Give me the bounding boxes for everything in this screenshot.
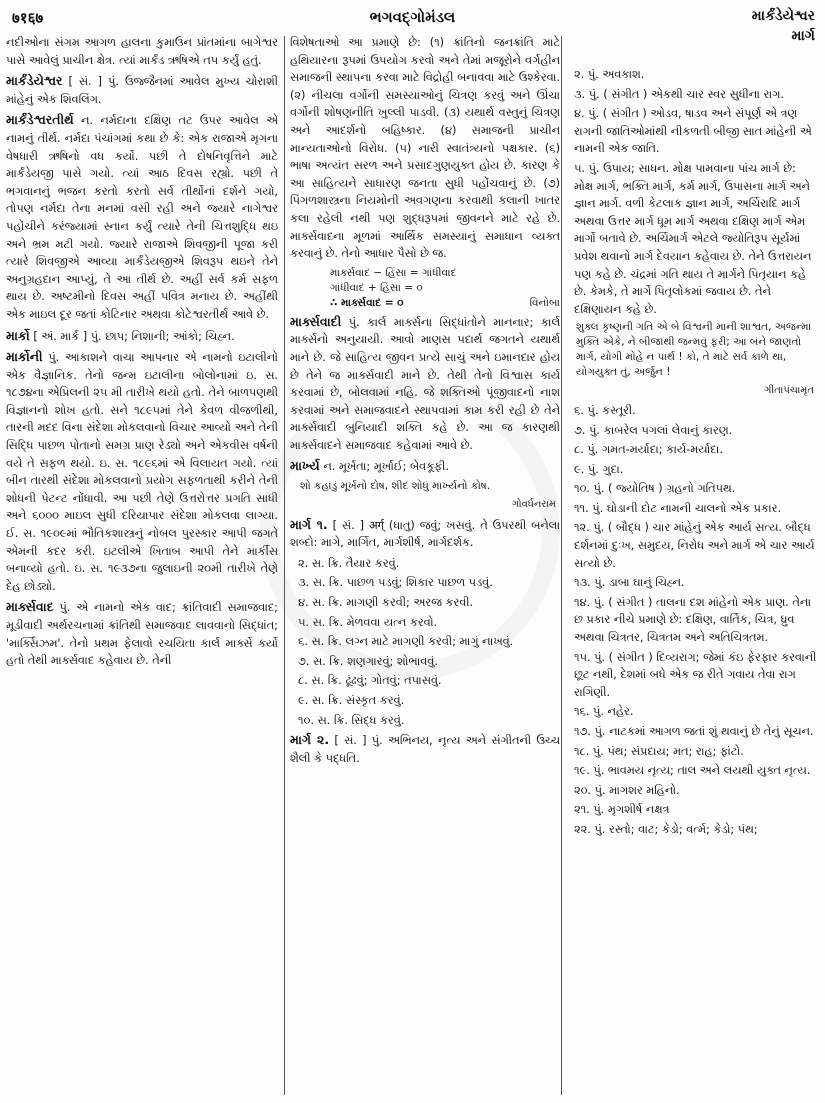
sense-item: ૬. સ. ક્રિ. લગ્ન માટે માગણી કરવી; માગું નાખવું. [298, 635, 514, 649]
dictionary-entry [6, 34, 278, 69]
dictionary-entry [6, 72, 278, 108]
sense-item: ૨. પું. અવકાશ. [574, 68, 645, 81]
column-1 [6, 34, 278, 673]
quote-citation: વિનોબા [529, 296, 560, 309]
column-3 [566, 66, 818, 841]
column-divider [284, 36, 285, 1095]
guide-words [752, 6, 815, 46]
sense-item: ૧૯. પું. ભાવમય નૃત્ય; તાલ અને લયથી યુક્ત નૃત્ય. [574, 764, 811, 778]
sense-item: ૬. પું. કસ્તૂરી. [574, 403, 636, 417]
entry-headword: માર્કંડેશ્વરતીર્થ [6, 112, 74, 128]
sense-item: ૭. પું. કાબરેલ પગલાં લેવાનું કારણ. [574, 423, 733, 437]
dictionary-entry [6, 111, 278, 323]
dictionary-entry [290, 457, 560, 476]
formula-line: ∴ માર્ક્સવાદ = ૦ વિનોબા [330, 296, 560, 309]
dictionary-entry [290, 731, 560, 767]
dictionary-entry [6, 348, 278, 595]
entry-text: [ સં. ] પું. ઉજ્જૈનમાં આવેલ મુખ્ય ચોરાશી માંહેનું એક શિવલિંગ. [6, 75, 278, 106]
dictionary-entry [290, 516, 560, 552]
entry-text: પું. આકાશને વાચા આપનાર એ નામનો ઇટાલીનો એક વૈજ્ઞાનિક. તેનો જન્મ ઇટાલીના બોલોનામાં ઇ. સ. ૧૮૭૪ના એપ્રિલની ૨૫ મી તારીખે થયો હતો. તેને બાળપણથી વિજ્ઞાનનો શોખ હતો. સને ૧૮૯૫માં તેને કેવળ વીજળીથી, તારની મદદ વિના સંદેશા મોકલવાનો વિચાર આવ્યો અને તેની સિદ્ધિ પાછળ પોતાનો સમગ્ર પ્રાણ રેડ્યો અને એકવીસ વર્ષની વયે તે સફળ થયો. ઇ. સ. ૧૮૯૬માં એ વિલાયત ગયો. ત્યાં બીન તારથી સંદેશા મોકલવાનો પ્રયોગ સફળતાથી કરીને તેની શોધની પેટન્ટ નોંધાવી. આ પછી તેણે ઉત્તરોત્તર પ્રગતિ સાધી અને ૬૦૦૦ માઇલ સુધી દરિયાપાર સંદેશા મોકલવા લાગ્યા. ઈ. સ. ૧૯૦૯માં ભૌતિકશાસ્ત્રનું નોબલ પુરસ્કાર આપી જગતે એમની કદર કરી. ઇટલીએ ખિતાબ આપી તેને માર્કીસ બનાવ્યો હતો. ઇ. સ. ૧૯૩૭ના જુલાઇની ૨૦મી તારીખે તેણે દેહ છોડ્યો. [6, 351, 279, 593]
sense-item: ૧૫. પું. ( સંગીત ) દિવ્યરાગ; જેમાં કંઇ ફેરફાર કરવાની છૂટ નથી, દેશમાં બધે એક જ રીતે ગવાય તેવા રાગ રાગિણી. [574, 650, 817, 699]
entry-headword: માર્કંડેયેશ્વર [6, 73, 63, 89]
entry-headword: માર્ગ ૨. [290, 732, 330, 748]
entry-headword: માર્ખ્ય [290, 458, 320, 474]
entry-headword: માર્ક્સવાદ [6, 599, 54, 615]
formula-line: માર્ક્સવાદ − હિંસા = ગાંધીવાદ [330, 266, 457, 279]
sense-item: ૧૨. પું. ( બૌદ્ધ ) ચાર માંહેનું એક આર્ય સત્ય. બૌદ્ધ દર્શનમાં દુઃખ, સમુદય, નિરોધ અને માર્ગ એ ચાર આર્ય સત્યો છે. [574, 521, 815, 570]
column-2 [290, 34, 560, 770]
entry-headword: માર્કોની [6, 349, 43, 365]
page-number: ७१६७ [12, 9, 44, 27]
sense-item: ૧૧. પું. ઘોડાની દોટ નામની ચાલનો એક પ્રકાર. [574, 501, 782, 515]
entry-text: [ સં. ] પું. અભિનય, નૃત્ય અને સંગીતની ઉચ્ચ શૈલી કે પદ્ધતિ. [290, 734, 560, 765]
sense-item: ૫. પું. ઉપાય; સાધન. મોક્ષ પામવાના પાંચ માર્ગ છે: મોક્ષ માર્ગ, ભક્તિ માર્ગ, કર્મ માર્ગ, ઉપાસના માર્ગ અને જ્ઞાન માર્ગ. વળી કેટલાક જ્ઞાન માર્ગ, અર્ચિરાદિ માર્ગ અથવા ઉત્તર માર્ગ ધૂમ માર્ગ અથવા દક્ષિણ માર્ગ એમ માર્ગો બતાવે છે. અર્ચિમાર્ગ એટલે જ્યોતિરૂપ સૂર્યમાં પ્રવેશ થવાનો માર્ગ દેવયાન કહેવાય છે. તેને ઉત્તરાયન પણ કહે છે. ચંદ્રમાં ગતિ થાય તે માર્ગને પિતૃયાન કહે છે. કેમકે, તે માર્ગે પિતૃલોકમાં જવાય છે. તેને દક્ષિણાયન કહે છે. [574, 161, 812, 316]
sense-item: ૧૦. સ. ક્રિ. સિદ્ધ કરવું. [298, 713, 405, 727]
sense-item: ૪. પું. ( સંગીત ) ઓડવ, ષાડવ અને સંપૂર્ણ એ ત્રણ રાગની જાતિઓમાંથી નીકળતી બીજી સાત માંહેની એ નામની એક જાતિ. [574, 107, 812, 156]
entry-headword: માર્ક્સવાદી [290, 313, 342, 329]
sense-list [290, 555, 560, 729]
entry-headword: માર્કો [6, 327, 30, 343]
page-title: ભગવદ્ગોમંડલ [369, 8, 456, 26]
sense-item: ૧૬. પું. નહેર. [574, 705, 634, 719]
sense-item: ૮. પું. ગમત-મર્યાદા; કાર્ય-મર્યાદા. [574, 443, 723, 457]
sense-item: ૩. પું. ( સંગીત ) એકથી ચાર સ્વર સુધીના રાગ. [574, 87, 784, 101]
guide-word-first: માર્કંડેયેશ્વર [751, 8, 815, 24]
entry-continuation: વિશેષતાઓ આ પ્રમાણે છે: (૧) ક્રાંતિનો જનક્રાંતિ માટે હથિયારના રૂપમાં ઉપયોગ કરવો અને તેમાં મજૂરોને વર્ગહીન સમાજની સ્થાપના કરવા માટે વિદ્રોહી બનાવવા માટે ઉશ્કેરવા. (૨) નીચલા વર્ગોની સમસ્યાઓનું ચિત્રણ કરવું અને ઊંચા વર્ગોની શોષણનીતિ ખુલ્લી પાડવી. (૩) યથાર્થ વસ્તુનું ચિત્રણ અને આદર્શનો બહિષ્કાર. (૪) સમાજની પ્રાચીન માન્યતાઓનો વિરોધ. (૫) નારી સ્વાતંત્ર્યનો પક્ષકાર. (૬) ભાષા અત્યંત સરળ અને પ્રસાદગુણયુક્ત હોય છે. કારણ કે આ સાહિત્યને સાધારણ જનતા સુધી પહોંચવાનું છે. (૭) પિંગળશાસ્ત્રના નિયમોની અવગણના કરવાથી કલાની ખાતર કલા રહેલી નથી પણ શુદ્ધરૂપમાં જીવનને માટે રહે છે. માર્ક્સવાદના મૂળમાં આર્થિક સમસ્યાનું સમાધાન વ્યક્ત કરવાનું છે. તેનો આધાર પૈસો છે જ. [290, 36, 560, 261]
entry-text: ન. નર્મદાના દક્ષિણ તટ ઉપર આવેલ એ નામનું તીર્થ. નર્મદા પંચાંગમાં કથા છે કે: એક રાજાએ મૃગના વેષધારી ઋષિનો વધ કર્યો. પછી તે દોષનિવૃત્તિને માટે માર્કંડેયજી પાસે ગયો. ત્યાં આઠ દિવસ રહ્યો. પછી તે ભગવાનનું ભજન કરતો કરતો સર્વ તીર્થોનાં દર્શને ગયો, તોપણ નર્મદા તેના મનમાં વસી રહી અને જ્યારે નાગેશ્વર પહોંચીને કરંજ્યામાં સ્નાન કર્યું ત્યારે તેની ચિત્તશુદ્ધિ થઇ અને ભ્રમ મટી ગયો. જ્યારે રાજાએ શિવજીની પૂજા કરી ત્યારે શિવજીએ આવ્યા માર્કંડેયજીએ શિવરૂપ થઇને તેને અનુગ્રહદાન આપ્યું, તે આ તીર્થ છે. અહીં સર્વ કર્મ સફળ થાય છે. અષ્ટમીનો દિવસ અહીં પવિત્ર મનાય છે. અહીંથી એક માઇલ દૂર જતાં કોટિનાર અથવા કોટેશ્વરતીર્થ આવે છે. [6, 114, 278, 321]
dictionary-entry [6, 598, 278, 669]
entry-text: [ સં. ] अर्ग् (ધાતુ) જવું; ખસવું. તે ઉપરથી બનેલા શબ્દો: માગે, માર્ગિત, માર્ગશીર્ષ, માર્ગદર્શક. [290, 518, 560, 550]
entry-headword: માર્ગ ૧. [290, 516, 328, 532]
formula-line: ગાંધીવાદ + હિંસા = ૦ [330, 281, 423, 294]
sense-item: ૩. સ. ક્રિ. પાછળ પડવું; શિકાર પાછળ પડવું. [298, 576, 493, 590]
column-divider [561, 36, 562, 1095]
sense-item: ૨૨. પું. રસ્તો; વાટ; કેડો; વર્ત્મ; કેડો; પંથ; [574, 822, 758, 836]
quotation: શુક્લ કૃષ્ણની ગતિ એ બે વિશ્વની માની શાશ્વત, અજન્મા મુક્તિ એકે, ને બીજાથી જન્મવું ફરી; આ બંને જાણતો માર્ગ, યોગી મોહે ન પાર્થ ! કો, તે માટે સર્વ કાળે થા, યોગયુક્ત તું, અર્જુન ! [576, 321, 812, 379]
entry-text: નદીઓના સંગમ આગળ હાલના કુમાઉન પ્રાંતમાંના બાગેશ્વર પાસે આવેલું પ્રાચીન ક્ષેત્ર. ત્યાં માર્કંડ ઋષિએ તપ કર્યું હતું. [6, 36, 278, 67]
dictionary-entry [290, 313, 560, 455]
sense-item: ૧૮. પું. પંથ; સંપ્રદાય; મત; રાહ; ફાંટો. [574, 744, 744, 758]
quotation: શો કહાડું મૂર્ખનો દોષ, શીદ શોધું માર્ખ્યનો કોષ. [300, 480, 491, 493]
sense-item: ૧૩. પું. ડાબા ઘાનું ચિહ્ન. [574, 576, 685, 590]
quote-citation: ગોવર્ધનરામ [511, 499, 556, 511]
quote-citation: ગીતાપંચામૃત [764, 385, 814, 397]
formula-block [330, 266, 560, 311]
entry-text: પું. એ નામનો એક વાદ; ક્રાંતિવાદી સમાજવાદ; મૂડીવાદી અર્થરચનામાં ક્રાંતિથી સમાજવાદ લાવવાનો સિદ્ધાંત; 'માર્ક્સિઝમ'. તેનો પ્રથમ ફેલાવો રચયિતા કાર્લ માર્ક્સે કર્યો હતો તેથી માર્ક્સવાદ કહેવાય છે. તેની [6, 601, 278, 668]
dictionary-entry [6, 327, 278, 346]
sense-item: ૯. સ. ક્રિ. સંસ્કૃત કરવું. [298, 694, 405, 707]
sense-item: ૧૦. પું. ( જ્યોતિષ ) ગ્રહનો ગતિપથ. [574, 482, 736, 496]
sense-item: ૭. સ. ક્રિ. શણગારવું; શોભાવવું. [298, 654, 438, 668]
entry-text: ન. મૂર્ખતા; મૂર્ખાઈ; બેવકૂફી. [323, 460, 449, 474]
sense-item: ૯. પું. ગુદા. [574, 462, 624, 476]
sense-item: ૨. સ. ક્રિ. તૈયાર કરવું. [298, 556, 400, 570]
sense-item: ૧૭. પું. નાટકમાં આગળ જતાં શું થવાનું છે તેનું સૂચન. [574, 725, 814, 738]
sense-item: ૧૪. પું. ( સંગીત ) તાલના દશ માંહેનો એક પ્રાણ. તેના છ પ્રકાર નીચે પ્રમાણે છે: દક્ષિણ, વાર્તિક, ચિત્ર, ધ્રુવ અથવા ચિત્રતર, ચિત્રતમ અને અતિચિત્રતમ. [574, 595, 812, 645]
entry-text: [ અં. માર્ક ] પું. છાપ; નિશાની; આંકો; ચિહ્ન. [33, 329, 235, 343]
guide-word-last: માર્ગ [791, 28, 815, 44]
sense-item: ૮. સ. ક્રિ. ઢૂંઢવું; ગોતવું; તપાસવું. [298, 674, 442, 688]
sense-item: ૫. સ. ક્રિ. મેળવવા યત્ન કરવો. [298, 615, 438, 629]
sense-item: ૨૧. પું. મૃગશીર્ષ નક્ષત્ર [574, 803, 670, 817]
entry-text: પું. કાર્લ માર્ક્સના સિદ્ધાંતોને માનનાર; કાર્લ માર્ક્સનો અનુયાયી. આવો માણસ પદાર્થ જગતને યથાર્થ માને છે. જે સાહિત્ય જીવન પ્રત્યે સાચું અને ઇમાનદાર હોય છે તેને જ માર્ક્સવાદી માને છે. તેથી તેનો વિશ્વાસ કાર્ય કરવામાં છે, બોલવામાં નહિ. જે શક્તિઓ પૂંજીવાદનો નાશ કરવામાં અને સમાજવાદને સ્થાપવામાં કામ કરી રહી છે તેને માર્ક્સવાદી બુનિયાદી શક્તિ કહે છે. આ જ કારણથી માર્ક્સવાદને સમાજવાદ કહેવામાં આવે છે. [290, 315, 560, 452]
sense-item: ૨૦. પું. માગશર મહિનો. [574, 783, 680, 797]
sense-item: ૪. સ. ક્રિ. માગણી કરવી; અરજ કરવી. [298, 596, 474, 610]
